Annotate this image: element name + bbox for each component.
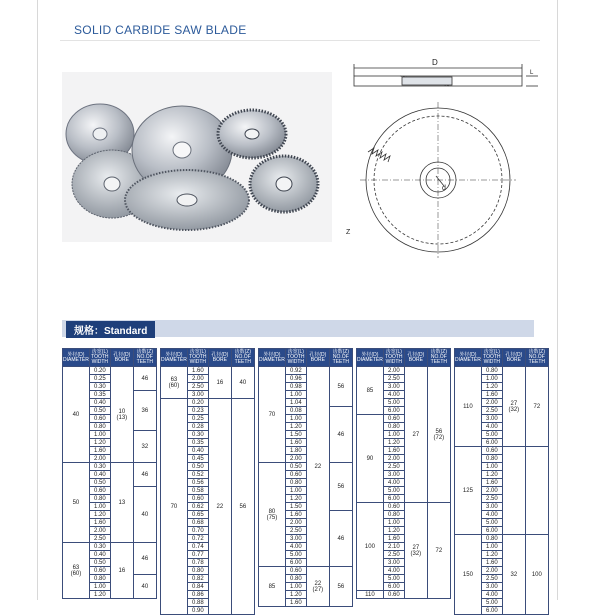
width-cell: 1.60 — [187, 367, 208, 375]
width-cell: 1.00 — [383, 431, 404, 439]
width-cell: 1.20 — [285, 423, 306, 431]
header-teeth-line: NO.OF TEETH — [332, 354, 350, 365]
header-diameter — [161, 349, 188, 367]
width-cell: 1.60 — [89, 519, 110, 527]
width-cell: 4.00 — [383, 391, 404, 399]
header-bore — [502, 349, 525, 367]
header-bore — [208, 349, 231, 367]
width-cell: 0.74 — [187, 543, 208, 551]
spec-table — [62, 348, 157, 599]
header-diameter-line: DIAMETER — [357, 356, 383, 363]
teeth-cell: 46 — [133, 367, 156, 391]
width-cell: 0.25 — [89, 375, 110, 383]
width-cell: 1.50 — [285, 431, 306, 439]
table-header-row — [161, 349, 255, 367]
header-teeth-line: 齿数(Z) — [136, 349, 154, 355]
width-cell: 1.00 — [285, 391, 306, 399]
width-cell: 2.50 — [481, 575, 502, 583]
width-cell: 1.00 — [285, 415, 306, 423]
width-cell: 0.80 — [383, 423, 404, 431]
teeth-cell: 56 — [329, 367, 352, 407]
width-cell: 0.60 — [285, 567, 306, 575]
width-cell: 0.20 — [89, 367, 110, 375]
header-bore — [306, 349, 329, 367]
width-cell: 2.00 — [383, 367, 404, 375]
width-cell: 0.50 — [89, 479, 110, 487]
table-header-row — [357, 349, 451, 367]
width-cell: 2.50 — [285, 527, 306, 535]
header-diameter-line: DIAMETER — [63, 356, 89, 363]
header-diameter-line: 外径(D) — [165, 351, 183, 358]
width-cell: 1.20 — [285, 495, 306, 503]
width-cell: 0.28 — [187, 423, 208, 431]
teeth-cell: 56 — [329, 567, 352, 607]
width-cell: 2.00 — [89, 527, 110, 535]
teeth-cell: 40 — [133, 575, 156, 599]
header-teeth — [231, 349, 254, 367]
table-row — [63, 463, 157, 471]
width-cell: 2.00 — [187, 375, 208, 383]
teeth-cell: 46 — [133, 463, 156, 487]
width-cell: 0.62 — [187, 503, 208, 511]
table-header-row — [259, 349, 353, 367]
front-view — [360, 102, 516, 258]
width-cell: 1.60 — [383, 447, 404, 455]
width-cell: 1.20 — [89, 591, 110, 599]
width-cell: 0.72 — [187, 535, 208, 543]
diameter-cell: 80 (75) — [259, 463, 286, 567]
width-cell: 2.50 — [383, 463, 404, 471]
width-cell: 0.40 — [89, 471, 110, 479]
header-diameter — [63, 349, 90, 367]
width-cell: 4.00 — [285, 543, 306, 551]
width-cell: 1.60 — [481, 391, 502, 399]
width-cell: 1.00 — [89, 431, 110, 439]
width-cell: 0.88 — [187, 599, 208, 607]
width-cell: 4.00 — [383, 567, 404, 575]
header-width-line: 齿宽(L) — [189, 349, 206, 355]
width-cell: 0.40 — [89, 399, 110, 407]
blade-right-toothed — [218, 110, 286, 158]
width-cell: 3.00 — [481, 583, 502, 591]
header-bore-line: 孔径(D) — [505, 351, 523, 358]
header-diameter — [259, 349, 286, 367]
header-diameter-line: 外径(D) — [67, 351, 85, 358]
width-cell: 1.00 — [89, 583, 110, 591]
header-teeth-line: 齿数(Z) — [234, 349, 252, 355]
width-cell: 6.00 — [285, 559, 306, 567]
spec-table — [356, 348, 451, 599]
bore-cell: 27 — [404, 367, 427, 503]
diameter-cell: 63 (60) — [63, 543, 90, 599]
width-cell: 1.04 — [285, 399, 306, 407]
width-cell: 4.00 — [383, 479, 404, 487]
diameter-cell: 150 — [455, 535, 482, 615]
table-row — [455, 447, 549, 455]
width-cell: 3.00 — [481, 503, 502, 511]
teeth-cell: 72 — [427, 503, 450, 599]
header-width-line: TOOTH WIDTH — [385, 354, 403, 365]
width-cell: 0.80 — [89, 423, 110, 431]
width-cell: 0.58 — [187, 487, 208, 495]
bore-cell: 22 — [208, 399, 231, 615]
header-teeth — [133, 349, 156, 367]
header-teeth-line: 齿数(Z) — [430, 349, 448, 355]
header-width — [187, 349, 208, 367]
width-cell: 1.60 — [481, 559, 502, 567]
width-cell: 2.50 — [89, 535, 110, 543]
width-cell: 5.00 — [383, 399, 404, 407]
width-cell: 2.00 — [285, 455, 306, 463]
header-width — [285, 349, 306, 367]
width-cell: 1.20 — [89, 439, 110, 447]
header-bore-line: BORE — [212, 356, 227, 363]
header-bore-line: 孔径(D) — [211, 351, 229, 358]
width-cell: 0.30 — [187, 431, 208, 439]
standard-header-bar — [62, 320, 534, 337]
drawing-label-teeth: Z — [346, 229, 351, 236]
width-cell: 0.60 — [89, 567, 110, 575]
width-cell: 0.90 — [187, 607, 208, 615]
table-row — [455, 535, 549, 543]
header-teeth — [525, 349, 548, 367]
table-row — [259, 367, 353, 375]
width-cell: 2.00 — [383, 455, 404, 463]
width-cell: 0.77 — [187, 551, 208, 559]
width-cell: 1.60 — [89, 447, 110, 455]
width-cell: 0.80 — [481, 367, 502, 375]
width-cell: 5.00 — [383, 575, 404, 583]
header-bore-line: 孔径(D) — [407, 351, 425, 358]
width-cell: 1.00 — [285, 583, 306, 591]
product-photo — [62, 72, 332, 242]
width-cell: 3.00 — [285, 535, 306, 543]
width-cell: 6.00 — [481, 607, 502, 615]
diameter-cell: 110 — [357, 591, 384, 599]
bore-cell: 22 (27) — [306, 567, 329, 607]
width-cell: 1.00 — [481, 543, 502, 551]
bore-cell: 10 (13) — [110, 367, 133, 463]
header-width — [89, 349, 110, 367]
width-cell: 0.60 — [383, 591, 404, 599]
width-cell: 0.60 — [383, 415, 404, 423]
header-teeth — [329, 349, 352, 367]
header-diameter-line: DIAMETER — [161, 356, 187, 363]
diameter-cell: 70 — [161, 399, 188, 615]
width-cell: 3.00 — [187, 391, 208, 399]
teeth-cell: 40 — [231, 367, 254, 399]
teeth-cell: 100 — [525, 535, 548, 615]
width-cell: 0.80 — [481, 535, 502, 543]
header-teeth-line: NO.OF TEETH — [234, 354, 252, 365]
width-cell: 5.00 — [481, 599, 502, 607]
width-cell: 3.00 — [383, 471, 404, 479]
width-cell: 2.00 — [481, 399, 502, 407]
header-width-line: 齿宽(L) — [91, 349, 108, 355]
width-cell: 0.50 — [187, 463, 208, 471]
teeth-cell: 56 — [231, 399, 254, 615]
diameter-cell: 50 — [63, 463, 90, 543]
teeth-cell: 46 — [329, 407, 352, 463]
width-cell: 4.00 — [481, 511, 502, 519]
width-cell: 0.80 — [89, 495, 110, 503]
width-cell: 0.80 — [187, 567, 208, 575]
width-cell: 0.82 — [187, 575, 208, 583]
diameter-cell: 40 — [63, 367, 90, 463]
width-cell: 0.60 — [89, 415, 110, 423]
width-cell: 2.00 — [89, 455, 110, 463]
width-cell: 0.50 — [285, 463, 306, 471]
header-bore-line: 孔径(D) — [113, 351, 131, 358]
bore-cell: 22 — [306, 367, 329, 567]
header-diameter-line: 外径(D) — [361, 351, 379, 358]
width-cell: 1.20 — [383, 527, 404, 535]
header-width-line: 齿宽(L) — [385, 349, 402, 355]
drawing-label-width: L — [530, 70, 534, 76]
teeth-cell: 56 (72) — [427, 367, 450, 503]
bore-cell: 32 — [502, 535, 525, 615]
header-width — [383, 349, 404, 367]
header-bore-line: BORE — [114, 356, 129, 363]
spec-table — [454, 348, 549, 615]
header-width-line: 齿宽(L) — [483, 349, 500, 355]
width-cell: 3.00 — [481, 415, 502, 423]
header-width-line: 齿宽(L) — [287, 349, 304, 355]
teeth-cell: 40 — [133, 487, 156, 543]
width-cell: 0.40 — [187, 447, 208, 455]
header-diameter-line: DIAMETER — [259, 356, 285, 363]
width-cell: 0.80 — [383, 511, 404, 519]
table-header-row — [455, 349, 549, 367]
header-teeth — [427, 349, 450, 367]
header-diameter-line: DIAMETER — [455, 356, 481, 363]
width-cell: 6.00 — [481, 527, 502, 535]
header-width-line: TOOTH WIDTH — [287, 354, 305, 365]
standard-label: 规格：Standard — [66, 321, 155, 338]
header-teeth-line: NO.OF TEETH — [528, 354, 546, 365]
width-cell: 2.00 — [481, 487, 502, 495]
page-title: SOLID CARBIDE SAW BLADE — [74, 23, 247, 37]
header-teeth-line: NO.OF TEETH — [136, 354, 154, 365]
header-bore-line: BORE — [506, 356, 521, 363]
width-cell: 2.50 — [481, 407, 502, 415]
width-cell: 0.92 — [285, 367, 306, 375]
header-width-line: TOOTH WIDTH — [189, 354, 207, 365]
width-cell: 2.50 — [481, 495, 502, 503]
diameter-cell: 100 — [357, 503, 384, 591]
width-cell: 0.30 — [89, 463, 110, 471]
header-teeth-line: NO.OF TEETH — [430, 354, 448, 365]
width-cell: 0.23 — [187, 407, 208, 415]
table-row — [357, 503, 451, 511]
width-cell: 0.96 — [285, 375, 306, 383]
side-view — [354, 64, 538, 86]
width-cell: 0.70 — [187, 527, 208, 535]
drawing-label-bore: d — [442, 185, 446, 192]
bore-cell: 13 — [110, 463, 133, 543]
header-width — [481, 349, 502, 367]
width-cell: 6.00 — [481, 439, 502, 447]
width-cell: 1.20 — [481, 551, 502, 559]
header-teeth-line: 齿数(Z) — [528, 349, 546, 355]
teeth-cell: 46 — [329, 511, 352, 567]
width-cell: 3.00 — [383, 559, 404, 567]
header-diameter-line: 外径(D) — [459, 351, 477, 358]
width-cell: 0.50 — [89, 407, 110, 415]
header-teeth-line: 齿数(Z) — [332, 349, 350, 355]
teeth-cell — [525, 447, 548, 535]
width-cell: 0.80 — [285, 479, 306, 487]
width-cell: 1.60 — [285, 439, 306, 447]
width-cell: 1.00 — [383, 519, 404, 527]
bore-cell: 27 (32) — [404, 503, 427, 599]
width-cell: 0.30 — [89, 383, 110, 391]
diameter-cell: 110 — [455, 367, 482, 447]
width-cell: 1.60 — [285, 599, 306, 607]
width-cell: 0.86 — [187, 591, 208, 599]
teeth-cell: 36 — [133, 391, 156, 431]
bore-cell: 27 (32) — [502, 367, 525, 447]
table-row — [161, 367, 255, 375]
table-row — [63, 543, 157, 551]
width-cell: 4.00 — [481, 591, 502, 599]
width-cell: 1.50 — [285, 503, 306, 511]
header-diameter — [455, 349, 482, 367]
header-bore-line: BORE — [408, 356, 423, 363]
width-cell: 3.00 — [383, 383, 404, 391]
diameter-cell: 70 — [259, 367, 286, 463]
teeth-cell: 32 — [133, 431, 156, 463]
width-cell: 5.00 — [481, 519, 502, 527]
header-bore-line: 孔径(D) — [309, 351, 327, 358]
width-cell: 0.60 — [285, 471, 306, 479]
width-cell: 1.20 — [285, 591, 306, 599]
width-cell: 5.00 — [481, 431, 502, 439]
width-cell: 6.00 — [383, 407, 404, 415]
bore-cell: 16 — [110, 543, 133, 599]
width-cell: 1.60 — [481, 479, 502, 487]
teeth-cell: 46 — [133, 543, 156, 575]
width-cell: 0.60 — [383, 503, 404, 511]
teeth-cell: 56 — [329, 463, 352, 511]
header-width-line: TOOTH WIDTH — [483, 354, 501, 365]
width-cell: 0.40 — [89, 551, 110, 559]
header-diameter — [357, 349, 384, 367]
title-divider — [60, 40, 540, 41]
width-cell: 0.65 — [187, 511, 208, 519]
width-cell: 0.56 — [187, 479, 208, 487]
width-cell: 0.20 — [187, 399, 208, 407]
width-cell: 0.60 — [481, 447, 502, 455]
drawing-label-d: D — [432, 58, 438, 67]
diameter-cell: 85 — [357, 367, 384, 415]
width-cell: 0.08 — [285, 407, 306, 415]
width-cell: 0.80 — [481, 455, 502, 463]
table-row — [259, 463, 353, 471]
width-cell: 0.80 — [285, 575, 306, 583]
width-cell: 1.20 — [481, 471, 502, 479]
width-cell: 0.50 — [89, 559, 110, 567]
width-cell: 2.00 — [285, 519, 306, 527]
width-cell: 0.84 — [187, 583, 208, 591]
width-cell: 5.00 — [285, 551, 306, 559]
width-cell: 0.60 — [187, 495, 208, 503]
width-cell: 2.10 — [383, 543, 404, 551]
width-cell: 0.68 — [187, 519, 208, 527]
diameter-cell: 90 — [357, 415, 384, 503]
bore-cell: 16 — [208, 367, 231, 399]
width-cell: 0.60 — [89, 487, 110, 495]
width-cell: 0.30 — [89, 543, 110, 551]
header-bore — [110, 349, 133, 367]
spec-table — [160, 348, 255, 615]
table-row — [259, 567, 353, 575]
blade-right-front — [250, 156, 318, 212]
blade-center-toothed — [125, 170, 249, 230]
width-cell: 1.60 — [285, 511, 306, 519]
width-cell: 0.78 — [187, 559, 208, 567]
width-cell: 0.45 — [187, 455, 208, 463]
table-header-row — [63, 349, 157, 367]
diameter-cell: 125 — [455, 447, 482, 535]
header-diameter-line: 外径(D) — [263, 351, 281, 358]
width-cell: 5.00 — [383, 487, 404, 495]
width-cell: 1.20 — [481, 383, 502, 391]
width-cell: 1.00 — [481, 375, 502, 383]
header-width-line: TOOTH WIDTH — [91, 354, 109, 365]
width-cell: 0.80 — [89, 575, 110, 583]
technical-drawing — [340, 48, 550, 258]
width-cell: 0.98 — [285, 383, 306, 391]
width-cell: 1.00 — [481, 463, 502, 471]
width-cell: 1.20 — [383, 439, 404, 447]
width-cell: 0.52 — [187, 471, 208, 479]
width-cell: 6.00 — [383, 495, 404, 503]
width-cell: 1.20 — [89, 511, 110, 519]
width-cell: 2.00 — [481, 567, 502, 575]
header-bore-line: BORE — [310, 356, 325, 363]
header-bore — [404, 349, 427, 367]
width-cell: 0.35 — [187, 439, 208, 447]
table-row — [357, 367, 451, 375]
width-cell: 1.80 — [285, 447, 306, 455]
width-cell: 0.35 — [89, 391, 110, 399]
width-cell: 4.00 — [481, 423, 502, 431]
width-cell: 6.00 — [383, 583, 404, 591]
width-cell: 2.50 — [383, 375, 404, 383]
width-cell: 0.25 — [187, 415, 208, 423]
width-cell: 2.50 — [187, 383, 208, 391]
width-cell: 2.50 — [383, 551, 404, 559]
diameter-cell: 63 (60) — [161, 367, 188, 399]
teeth-cell: 72 — [525, 367, 548, 447]
table-row — [63, 367, 157, 375]
diameter-cell: 85 — [259, 567, 286, 607]
table-row — [161, 399, 255, 407]
table-row — [455, 367, 549, 375]
width-cell: 1.00 — [89, 503, 110, 511]
width-cell: 1.00 — [285, 487, 306, 495]
spec-table — [258, 348, 353, 607]
bore-cell — [502, 447, 525, 535]
width-cell: 1.60 — [383, 535, 404, 543]
